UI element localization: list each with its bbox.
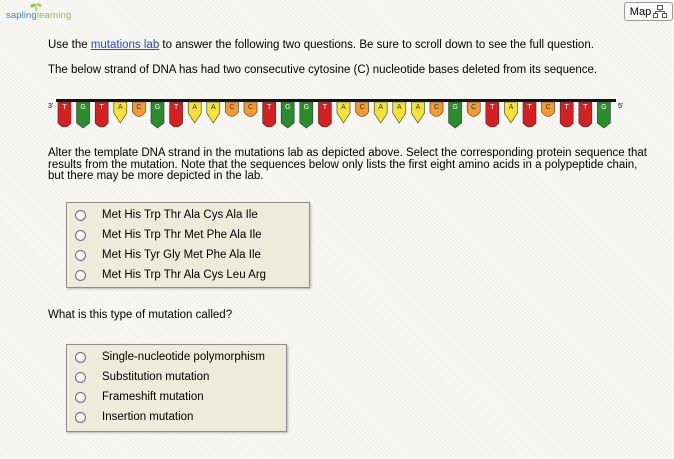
option-label: Substitution mutation: [102, 371, 210, 383]
intro-text: [48, 40, 658, 52]
question1-option[interactable]: [75, 266, 266, 284]
dna-base-letter: C: [471, 104, 477, 111]
dna-base-T: [263, 102, 276, 127]
question1-text: Alter the template DNA strand in the mutations lab as depicted above. Select the corresponding protein sequence that results from the mutation. Note that the sequences below only lists the first eight amino acids in a polypeptide chain, but there may be more depicted in the lab.: [48, 147, 648, 182]
question2-option[interactable]: [75, 368, 209, 386]
dna-base-letter: T: [490, 104, 495, 111]
radio-button[interactable]: [75, 352, 86, 363]
dna-base-G: [300, 102, 313, 128]
question1-option[interactable]: [75, 246, 261, 264]
dna-base-letter: G: [601, 104, 607, 111]
option-label: Insertion mutation: [102, 411, 194, 423]
question2-options: [66, 344, 287, 432]
logo-wordmark: [6, 10, 71, 21]
dna-base-G: [597, 102, 610, 128]
dna-base-letter: C: [247, 104, 254, 111]
radio-button[interactable]: [75, 412, 86, 423]
dna-base-letter: T: [99, 104, 104, 111]
dna-base-letter: A: [378, 104, 384, 111]
dna-base-C: [542, 102, 555, 117]
radio-button[interactable]: [75, 372, 86, 383]
dna-base-T: [58, 102, 71, 127]
dna-base-T: [486, 102, 499, 127]
option-label: Met His Trp Thr Ala Cys Leu Arg: [102, 269, 267, 281]
option-label: Single-nucleotide polymorphism: [102, 351, 265, 363]
dna-five-prime-label: 5': [618, 103, 624, 110]
dna-base-letter: A: [341, 104, 346, 111]
dna-base-G: [281, 102, 294, 128]
dna-bases: [58, 102, 610, 128]
dna-base-letter: A: [396, 104, 402, 111]
dna-base-letter: C: [433, 104, 440, 111]
dna-three-prime-label: 3': [48, 103, 54, 110]
question2-option[interactable]: [75, 348, 265, 366]
radio-button[interactable]: [75, 270, 86, 281]
logo-text-sapling: sapling: [6, 10, 37, 21]
intro-prefix: Use the: [48, 39, 91, 51]
dna-base-letter: T: [564, 104, 569, 111]
question2-option[interactable]: [75, 388, 204, 406]
question1-options: [66, 202, 310, 288]
dna-base-letter: T: [322, 104, 328, 111]
dna-base-letter: T: [173, 104, 179, 111]
dna-base-A: [188, 102, 201, 123]
map-button-label: Map: [629, 5, 652, 18]
dna-base-C: [467, 102, 480, 117]
logo-text-learning: learning: [36, 10, 72, 21]
dna-base-C: [430, 102, 443, 117]
dna-base-A: [337, 102, 350, 123]
dna-base-letter: A: [415, 104, 421, 111]
dna-base-letter: A: [210, 104, 216, 111]
radio-button[interactable]: [75, 392, 86, 403]
dna-base-T: [95, 102, 108, 127]
dna-base-letter: T: [527, 104, 532, 111]
question1-option[interactable]: [75, 206, 258, 224]
dna-base-letter: G: [154, 104, 161, 111]
dna-base-A: [411, 102, 424, 123]
dna-base-C: [356, 102, 369, 117]
dna-base-A: [374, 102, 387, 123]
radio-button[interactable]: [75, 250, 86, 261]
dna-base-letter: G: [303, 104, 310, 111]
sapling-learning-logo: [6, 2, 86, 22]
dna-base-C: [132, 102, 145, 117]
dna-base-T: [560, 102, 573, 127]
dna-base-letter: C: [229, 104, 235, 111]
dna-base-A: [114, 102, 127, 123]
dna-base-letter: C: [136, 104, 142, 111]
dna-base-A: [393, 102, 406, 123]
dna-base-letter: C: [545, 104, 551, 111]
option-label: Frameshift mutation: [102, 391, 204, 403]
intro-suffix: to answer the following two questions. Be sure to scroll down to see the full question.: [159, 39, 594, 51]
dna-base-letter: T: [266, 104, 272, 111]
dna-backbone: [56, 99, 616, 102]
dna-base-G: [449, 102, 462, 128]
dna-base-T: [318, 102, 331, 127]
radio-button[interactable]: [75, 210, 86, 221]
dna-base-letter: G: [452, 104, 458, 111]
map-button[interactable]: [624, 2, 673, 21]
radio-button[interactable]: [75, 230, 86, 241]
dna-base-letter: T: [62, 104, 67, 111]
dna-base-letter: G: [80, 104, 86, 111]
question2-option[interactable]: [75, 408, 193, 426]
dna-base-T: [523, 102, 536, 127]
dna-base-letter: C: [359, 104, 365, 111]
dna-base-letter: T: [583, 104, 588, 111]
dna-base-C: [225, 102, 238, 117]
dna-base-letter: A: [117, 104, 123, 111]
sitemap-icon: [653, 5, 667, 18]
option-label: Met His Tyr Gly Met Phe Ala Ile: [102, 249, 261, 261]
dna-base-G: [77, 102, 90, 128]
dna-base-G: [151, 102, 164, 128]
dna-base-T: [579, 102, 592, 127]
dna-base-letter: A: [508, 104, 514, 111]
dna-strand-diagram: [44, 95, 634, 135]
dna-base-letter: A: [192, 104, 198, 111]
dna-base-letter: G: [284, 104, 291, 111]
dna-base-A: [207, 102, 220, 123]
dna-base-T: [170, 102, 183, 127]
option-label: Met His Trp Thr Ala Cys Ala Ile: [102, 209, 258, 221]
dna-description: The below strand of DNA has had two consecutive cytosine (C) nucleotide bases deleted from its sequence.: [48, 64, 598, 76]
question2-text: What is this type of mutation called?: [48, 309, 233, 321]
question1-option[interactable]: [75, 226, 262, 244]
dna-base-A: [504, 102, 517, 123]
dna-base-C: [244, 102, 257, 117]
mutations-lab-link[interactable]: mutations lab: [90, 39, 160, 51]
option-label: Met His Trp Thr Met Phe Ala Ile: [102, 229, 262, 241]
